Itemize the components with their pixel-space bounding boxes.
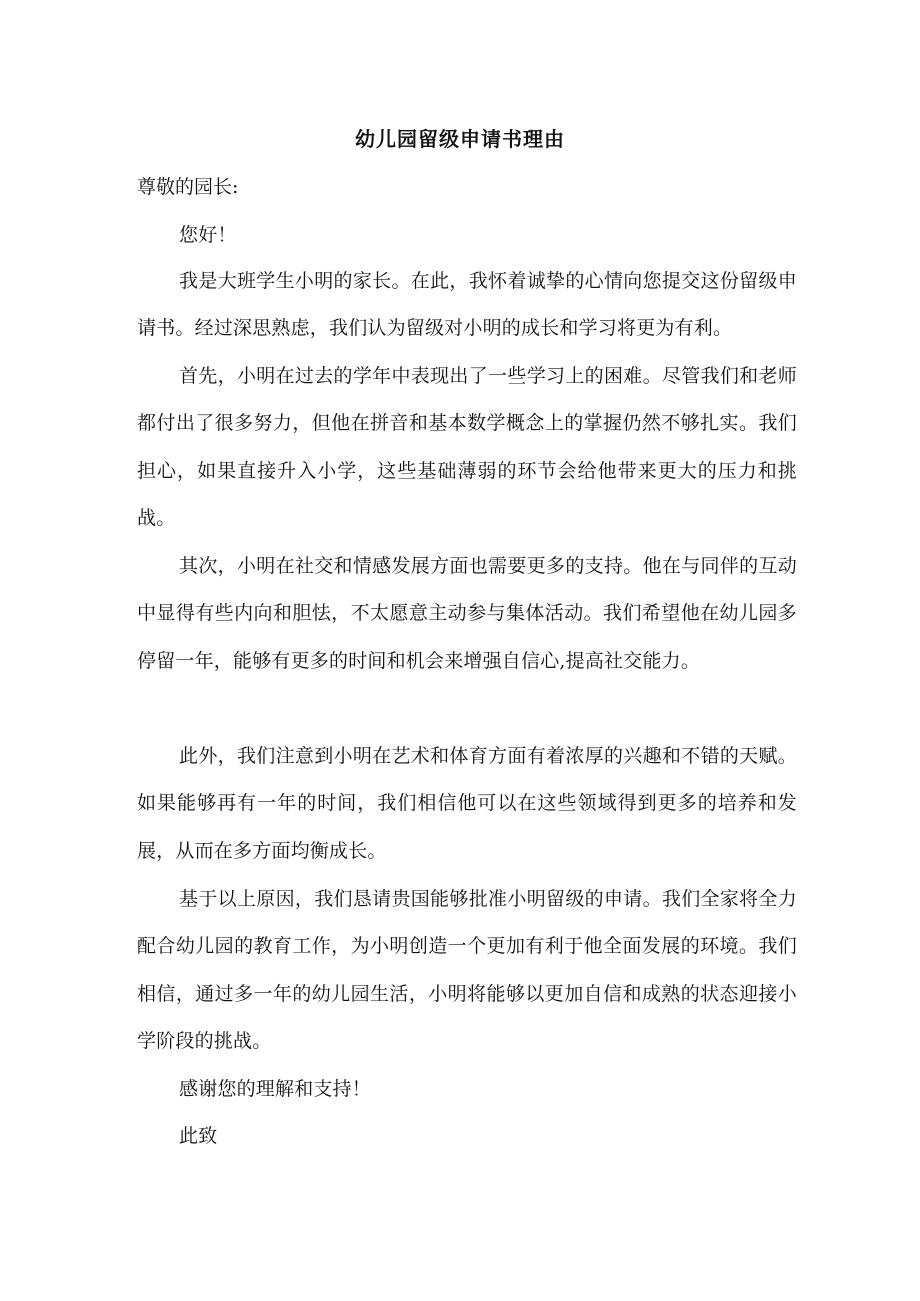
paragraph-request: 基于以上原因，我们恳请贵国能够批准小明留级的申请。我们全家将全力配合幼儿园的教育工作，为小明创造一个更加有利于他全面发展的环境。我们相信，通过多一年的幼儿园生活，小明将能够以更加自信和成熟的状态迎接小学阶段的挑战。 [137, 888, 797, 1053]
paragraph-second-reason: 其次，小明在社交和情感发展方面也需要更多的支持。他在与同伴的互动中显得有些内向和胆怯，不太愿意主动参与集体活动。我们希望他在幼儿园多停留一年，能够有更多的时间和机会来增强自信心,提高社交能力。 [137, 555, 797, 672]
document-title: 幼儿园留级申请书理由 [355, 127, 565, 151]
paragraph-intro: 我是大班学生小明的家长。在此，我怀着诚挚的心情向您提交这份留级申请书。经过深思熟虑，我们认为留级对小明的成长和学习将更为有利。 [137, 270, 797, 340]
greeting: 您好！ [179, 224, 237, 246]
closing-line: 此致 [179, 1125, 218, 1147]
salutation: 尊敬的园长: [137, 176, 239, 198]
paragraph-first-reason: 首先，小明在过去的学年中表现出了一些学习上的困难。尽管我们和老师都付出了很多努力，但他在拼音和基本数学概念上的掌握仍然不够扎实。我们担心，如果直接升入小学，这些基础薄弱的环节会给他带来更大的压力和挑战。 [137, 365, 797, 530]
paragraph-third-reason: 此外，我们注意到小明在艺术和体育方面有着浓厚的兴趣和不错的天赋。如果能够再有一年的时间，我们相信他可以在这些领域得到更多的培养和发展，从而在多方面均衡成长。 [137, 745, 797, 862]
thanks-line: 感谢您的理解和支持！ [179, 1078, 372, 1100]
